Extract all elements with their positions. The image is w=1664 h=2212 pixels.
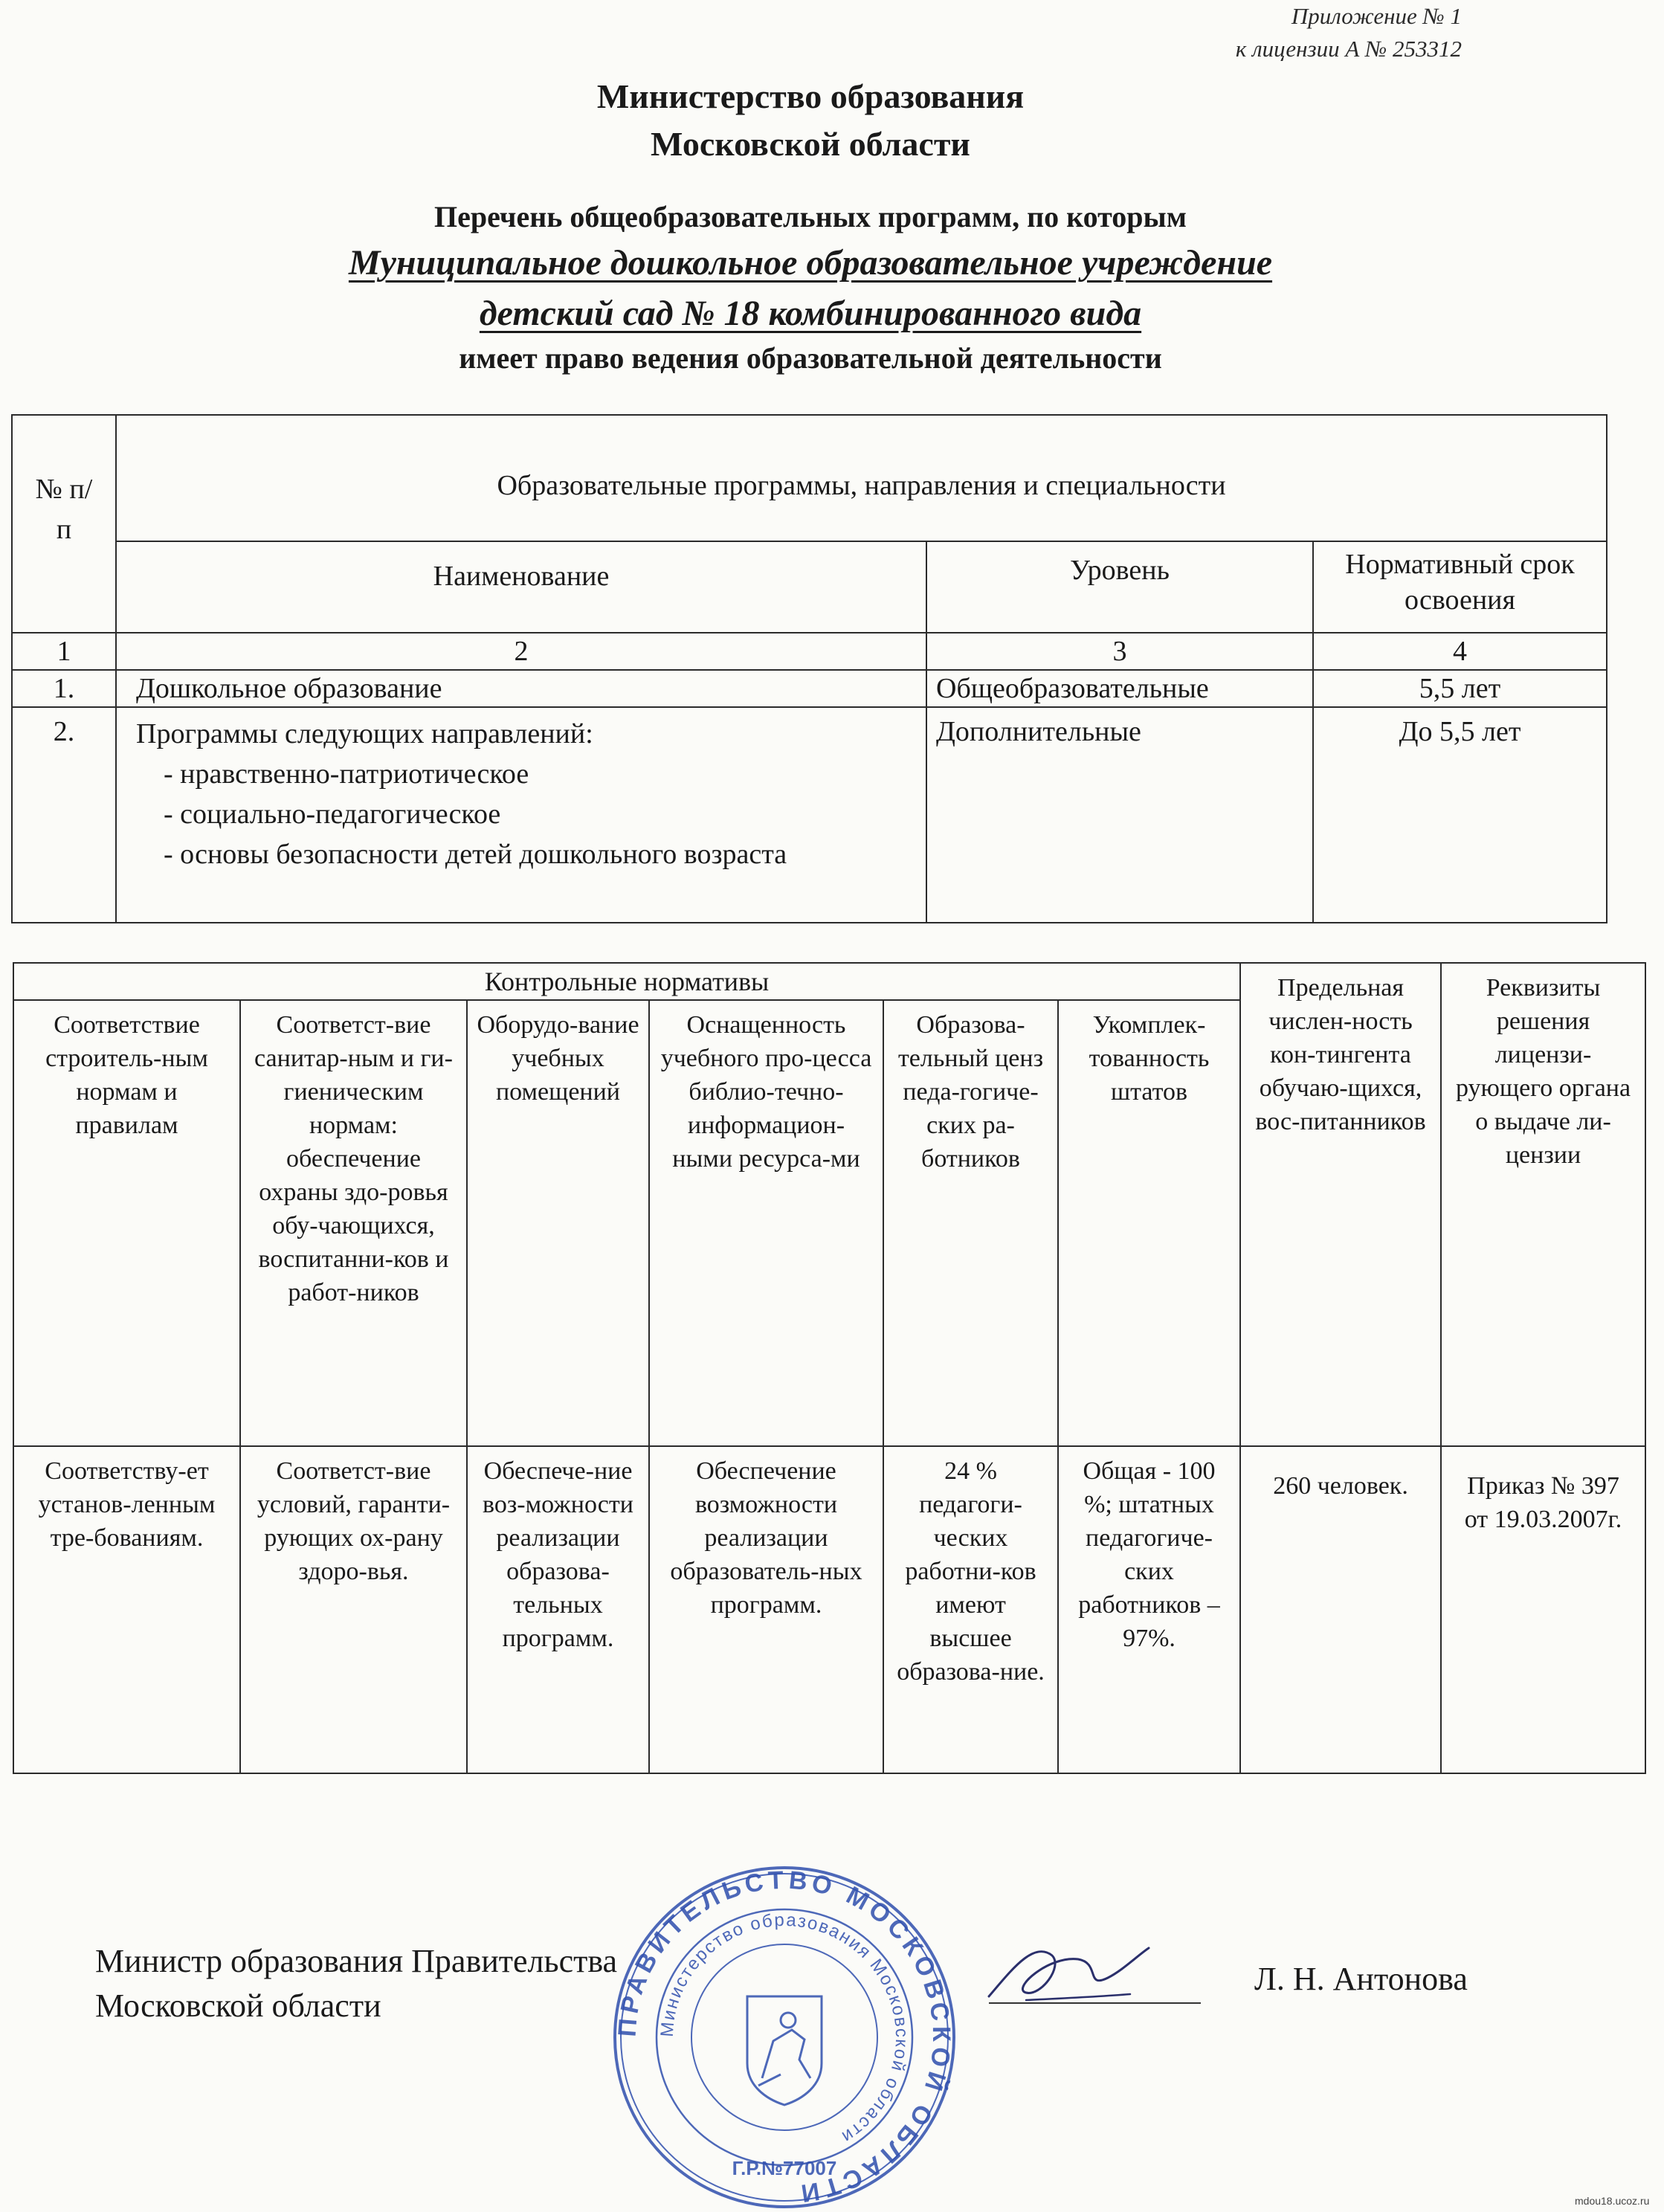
row-name: Дошкольное образование	[116, 670, 926, 707]
row-level: Общеобразовательные	[926, 670, 1313, 707]
index-cell: 1	[12, 633, 116, 670]
institution-line-1: Муниципальное дошкольное образовательное учреждение	[348, 243, 1273, 283]
row-name-line: - основы безопасности детей дошкольного возраста	[149, 839, 787, 870]
norms-header-max: Предельная числен-ность кон-тингента обучаю-щихся, вос-питанников	[1240, 963, 1441, 1446]
programs-table	[11, 414, 1607, 923]
index-cell: 3	[926, 633, 1313, 670]
row-term: 5,5 лет	[1313, 670, 1607, 707]
norms-value-cell: Соответст-вие условий, гаранти-рующих ох-рану здоро-вья.	[240, 1446, 467, 1773]
institution-line-2: детский сад № 18 комбинированного вида	[479, 294, 1142, 333]
norms-value-cell: Общая - 100 %; штатных педагогиче-ских работников – 97%.	[1058, 1446, 1240, 1773]
stamp-outer-text: ПРАВИТЕЛЬСТВО МОСКОВСКОЙ ОБЛАСТИ	[613, 1866, 956, 2208]
appendix-note	[1236, 0, 1462, 65]
stamp-inner-text: Министерство образования Московской области	[657, 1909, 912, 2148]
norms-header-req: Реквизиты решения лицензи-рующего органа о выдаче ли-цензии	[1441, 963, 1645, 1446]
handwritten-signature	[981, 1926, 1152, 2015]
row-num: 2.	[12, 707, 116, 923]
signatory-title-line-2: Московской области	[95, 1987, 381, 2024]
col-header-group: Образовательные программы, направления и специальности	[116, 415, 1607, 541]
norms-header-cell: Оборудо-вание учебных помещений	[467, 1000, 649, 1446]
table-row	[13, 1446, 1645, 1773]
table-row	[12, 707, 1607, 923]
ministry-line-1: Министерство образования	[596, 77, 1025, 115]
norms-header-cell: Образова-тельный ценз педа-гогиче-ских ра-ботников	[883, 1000, 1058, 1446]
site-watermark: mdou18.ucoz.ru	[1575, 2195, 1650, 2207]
row-name-line: - нравственно-патриотическое	[149, 758, 529, 790]
norms-value-cell: Обеспечение возможности реализации образователь-ных программ.	[649, 1446, 883, 1773]
norms-header-cell: Соответствие строитель-ным нормам и правилам	[13, 1000, 240, 1446]
norms-group-header: Контрольные нормативы	[13, 963, 1240, 1000]
index-cell: 2	[116, 633, 926, 670]
col-header-term: Нормативный срок освоения	[1313, 541, 1607, 633]
row-term: До 5,5 лет	[1313, 707, 1607, 923]
official-stamp	[610, 1863, 959, 2212]
appendix-line-1: Приложение № 1	[1291, 3, 1462, 29]
stamp-number: Г.Р.№77007	[732, 2157, 837, 2179]
norms-value-cell: Соответству-ет установ-ленным тре-бованиям.	[13, 1446, 240, 1773]
appendix-line-2: к лицензии А № 253312	[1235, 36, 1462, 62]
ministry-title	[0, 73, 1621, 168]
norms-value-cell: 260 человек.	[1240, 1446, 1441, 1773]
signatory-title	[95, 1939, 617, 2028]
col-header-name: Наименование	[116, 541, 926, 633]
signatory-name: Л. Н. Антонова	[1254, 1961, 1468, 1997]
norms-table	[13, 962, 1646, 1774]
table-row	[12, 670, 1607, 707]
signatory-title-line-1: Министр образования Правительства	[95, 1943, 618, 1979]
index-cell: 4	[1313, 633, 1607, 670]
row-name-line: - социально-педагогическое	[149, 799, 501, 830]
norms-value-cell: Приказ № 397 от 19.03.2007г.	[1441, 1446, 1645, 1773]
row-name-line: Программы следующих направлений:	[136, 718, 593, 749]
right-statement: имеет право ведения образовательной деятельности	[459, 341, 1162, 375]
norms-header-cell: Соответст-вие санитар-ным и ги-гиеническим нормам: обеспечение охраны здо-ровья обу-чающихся, воспитанни-ков и работ-ников	[240, 1000, 467, 1446]
ministry-line-2: Московской области	[651, 125, 970, 163]
list-title: Перечень общеобразовательных программ, по которым	[434, 200, 1187, 233]
row-num: 1.	[12, 670, 116, 707]
col-header-num: № п/п	[12, 415, 116, 633]
row-name	[116, 707, 926, 923]
norms-value-cell: 24 % педагоги-ческих работни-ков имеют высшее образова-ние.	[883, 1446, 1058, 1773]
norms-header-cell: Укомплек-тованность штатов	[1058, 1000, 1240, 1446]
coat-of-arms-icon	[747, 1996, 822, 2105]
col-header-level: Уровень	[926, 541, 1313, 633]
norms-header-cell: Оснащенность учебного про-цесса библио-течно-информацион-ными ресурса-ми	[649, 1000, 883, 1446]
row-level: Дополнительные	[926, 707, 1313, 923]
norms-value-cell: Обеспече-ние воз-можности реализации образова-тельных программ.	[467, 1446, 649, 1773]
